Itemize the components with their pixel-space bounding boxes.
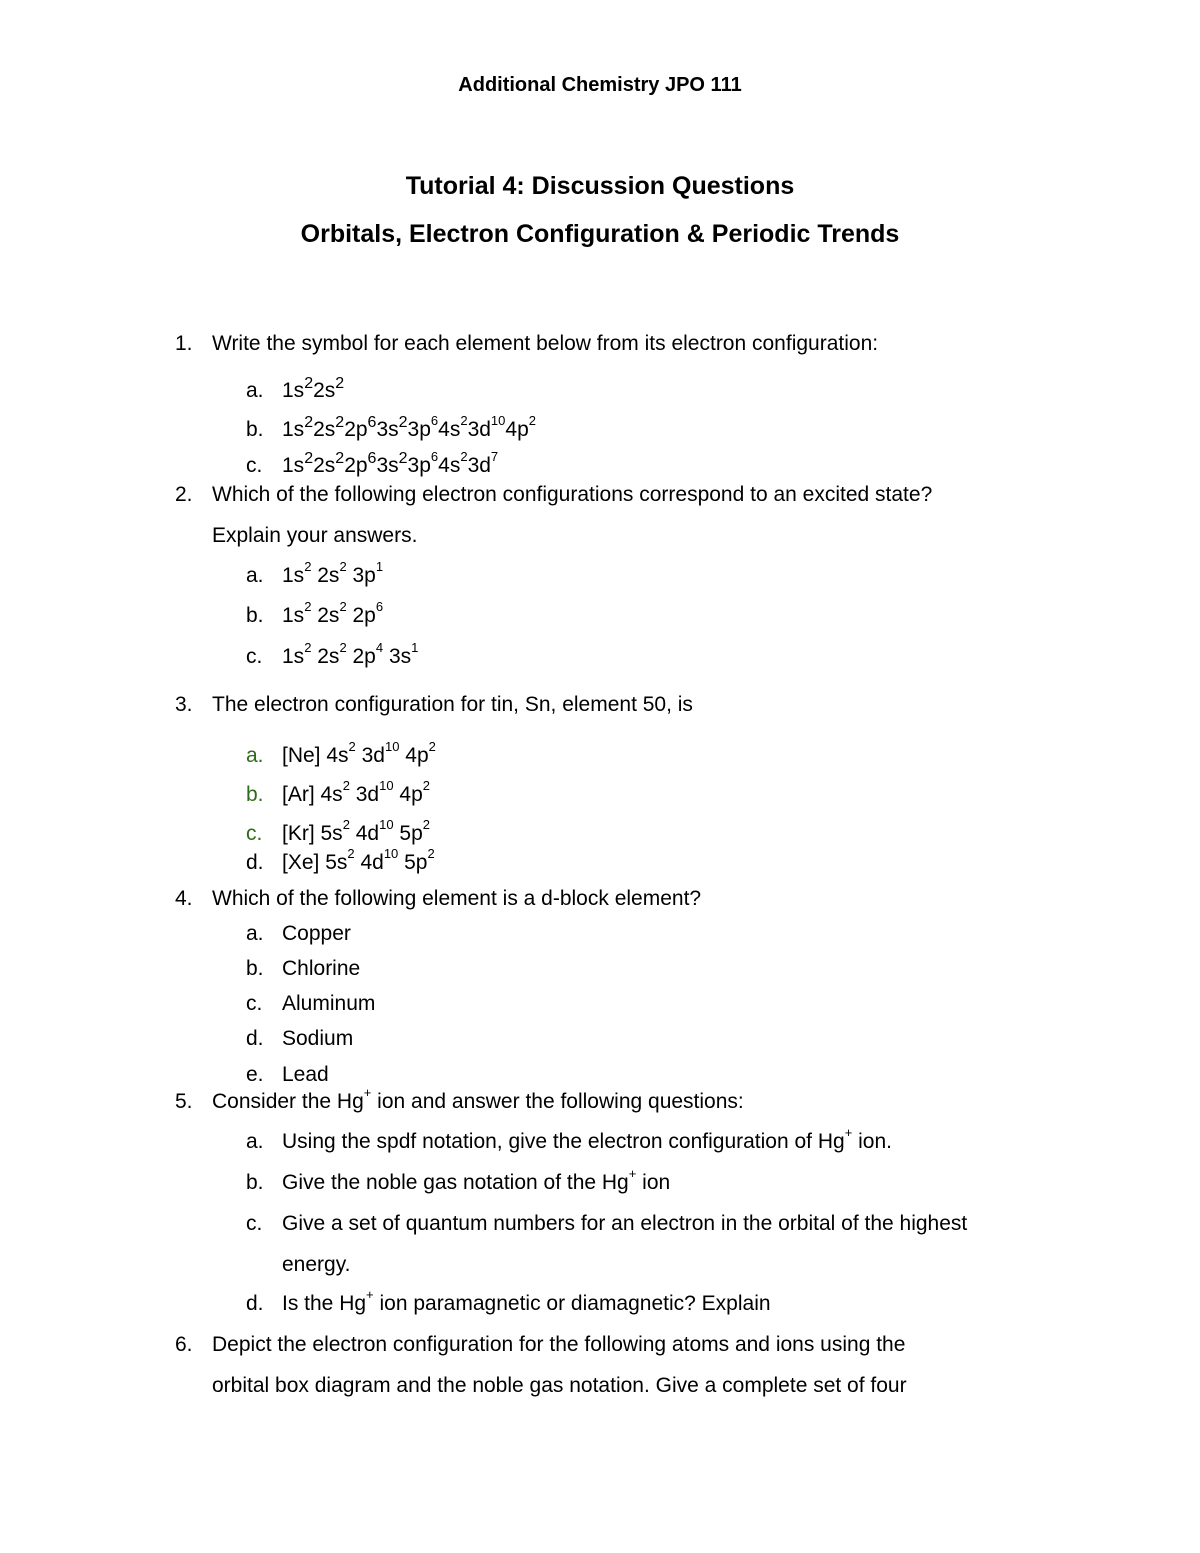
option-letter: c.	[246, 822, 263, 845]
option-letter: b.	[246, 604, 264, 627]
option-letter: c.	[246, 1212, 263, 1235]
option-letter: a.	[246, 564, 264, 587]
config-part: 4d	[354, 851, 384, 874]
config-sup: 2	[422, 817, 431, 832]
option-letter: a.	[246, 744, 264, 767]
option-text: ion paramagnetic or diamagnetic? Explain	[373, 1292, 771, 1315]
option-text: Using the spdf notation, give the electron configuration of Hg	[282, 1130, 845, 1153]
config-part: 3s	[376, 454, 399, 477]
config-part: 2s	[311, 645, 340, 668]
q4-option-e	[246, 1062, 329, 1088]
config-sup: 6	[367, 414, 377, 431]
question-number: 3.	[175, 693, 193, 716]
question-6	[175, 1332, 905, 1358]
config-part: 3p	[407, 454, 431, 477]
option-letter: d.	[246, 851, 264, 874]
option-text: Chlorine	[282, 957, 361, 980]
config-sup: 2	[460, 413, 468, 428]
option-text: Lead	[282, 1063, 329, 1086]
charge-sup: +	[366, 1287, 374, 1302]
config-part: 2s	[311, 564, 340, 587]
option-text: ion.	[852, 1130, 892, 1153]
config-sup: 2	[335, 450, 345, 467]
option-letter: a.	[246, 922, 264, 945]
question-text: Depict the electron configuration for the following atoms and ions using the	[212, 1333, 906, 1356]
config-part: 3d	[467, 418, 491, 441]
config-part: [Kr] 5s	[282, 822, 343, 845]
question-2-continued: Explain your answers.	[212, 524, 418, 547]
config-part: 5p	[393, 822, 423, 845]
q3-option-a	[246, 739, 436, 769]
config-sup: 2	[335, 375, 345, 392]
config-part: 4p	[393, 783, 423, 806]
question-text: Consider the Hg	[212, 1090, 364, 1113]
config-part: 3d	[467, 454, 491, 477]
config-sup: 6	[367, 450, 377, 467]
config-sup: 2	[339, 559, 347, 574]
q5-option-d	[246, 1287, 771, 1317]
question-text: The electron configuration for tin, Sn, element 50, is	[212, 693, 693, 716]
option-letter: a.	[246, 1130, 264, 1153]
config-part: [Ne] 4s	[282, 744, 349, 767]
question-text: Which of the following element is a d-block element?	[212, 887, 702, 910]
q3-option-b	[246, 778, 431, 808]
config-part: 4s	[438, 454, 461, 477]
question-1	[175, 331, 878, 357]
config-sup: 1	[411, 640, 419, 655]
option-letter: c.	[246, 454, 263, 477]
tutorial-subtitle: Orbitals, Electron Configuration & Periodic Trends	[300, 220, 900, 248]
option-text: Give a set of quantum numbers for an electron in the orbital of the highest	[282, 1212, 968, 1235]
document-header: Additional Chemistry JPO 111	[458, 74, 742, 96]
config-sup: 1	[375, 559, 384, 574]
config-sup: 2	[398, 414, 408, 431]
config-sup: 2	[335, 414, 345, 431]
charge-sup: +	[844, 1125, 853, 1140]
config-sup: 2	[348, 739, 356, 754]
q2-option-a	[246, 559, 384, 589]
question-2	[175, 482, 932, 508]
config-sup: 6	[375, 599, 384, 614]
config-sup: 2	[304, 414, 314, 431]
option-text: Sodium	[282, 1027, 354, 1050]
option-text: Is the Hg	[282, 1292, 367, 1315]
tutorial-title: Tutorial 4: Discussion Questions	[405, 172, 795, 200]
config-sup: 2	[347, 846, 355, 861]
config-sup: 10	[379, 778, 394, 793]
option-text: Copper	[282, 922, 351, 945]
option-letter: c.	[246, 992, 263, 1015]
option-letter: b.	[246, 783, 264, 806]
config-part: 2p	[344, 454, 368, 477]
config-part: 2p	[346, 604, 376, 627]
config-sup: 2	[427, 846, 435, 861]
q5-option-c-continued: energy.	[282, 1253, 351, 1276]
config-part: 4p	[399, 744, 429, 767]
config-sup: 10	[384, 739, 400, 754]
q5-option-b	[246, 1166, 671, 1196]
config-part: 2s	[313, 379, 336, 402]
config-part: 3d	[355, 744, 385, 767]
config-part: 1s	[282, 454, 305, 477]
config-sup: 2	[304, 559, 312, 574]
config-part: 3s	[376, 418, 399, 441]
config-sup: 2	[304, 599, 312, 614]
config-part: 4p	[505, 418, 529, 441]
option-text: Give the noble gas notation of the Hg	[282, 1171, 629, 1194]
question-text: Which of the following electron configurations correspond to an excited state?	[212, 483, 933, 506]
question-4	[175, 886, 701, 912]
question-number: 1.	[175, 332, 193, 355]
config-part: 1s	[282, 379, 305, 402]
question-text: Write the symbol for each element below from its electron configuration:	[212, 332, 879, 355]
config-sup: 2	[304, 450, 314, 467]
config-sup: 2	[339, 640, 347, 655]
question-5	[175, 1085, 744, 1115]
q4-option-c	[246, 991, 375, 1017]
config-part: 3s	[383, 645, 412, 668]
q5-option-a	[246, 1125, 892, 1155]
config-part: 2s	[313, 418, 336, 441]
option-letter: d.	[246, 1292, 264, 1315]
question-text: ion and answer the following questions:	[371, 1090, 744, 1113]
config-sup: 2	[304, 375, 314, 392]
charge-sup: +	[628, 1166, 637, 1181]
question-3	[175, 692, 693, 718]
config-part: 2p	[344, 418, 368, 441]
question-number: 5.	[175, 1090, 193, 1113]
config-part: 3p	[407, 418, 431, 441]
q1-option-a	[246, 375, 345, 404]
option-text: ion	[636, 1171, 671, 1194]
q5-option-c	[246, 1211, 967, 1237]
option-letter: b.	[246, 957, 264, 980]
option-text: Aluminum	[282, 992, 376, 1015]
question-number: 4.	[175, 887, 193, 910]
config-part: 1s	[282, 418, 305, 441]
config-sup: 2	[422, 778, 431, 793]
config-sup: 2	[428, 739, 436, 754]
config-sup: 6	[430, 413, 439, 428]
config-part: [Xe] 5s	[282, 851, 348, 874]
config-sup: 2	[342, 817, 350, 832]
config-part: 1s	[282, 604, 305, 627]
config-sup: 2	[398, 450, 408, 467]
question-number: 6.	[175, 1333, 193, 1356]
config-sup: 4	[375, 640, 384, 655]
config-sup: 2	[460, 449, 468, 464]
config-part: 5p	[398, 851, 428, 874]
option-letter: b.	[246, 1171, 264, 1194]
q2-option-b	[246, 599, 384, 629]
config-part: 1s	[282, 564, 305, 587]
config-sup: 2	[528, 413, 536, 428]
config-part: 3d	[349, 783, 380, 806]
config-sup: 10	[490, 413, 506, 428]
config-part: 2s	[313, 454, 336, 477]
question-6-continued: orbital box diagram and the noble gas notation. Give a complete set of four	[212, 1374, 907, 1397]
charge-sup: +	[363, 1085, 372, 1100]
q4-option-d	[246, 1026, 353, 1052]
config-part: 4s	[438, 418, 461, 441]
config-sup: 2	[342, 778, 350, 793]
config-sup: 7	[490, 449, 499, 464]
config-part: 1s	[282, 645, 305, 668]
option-letter: d.	[246, 1027, 264, 1050]
q4-option-a	[246, 921, 351, 947]
config-part: 2p	[346, 645, 376, 668]
config-sup: 6	[430, 449, 439, 464]
config-sup: 10	[379, 817, 394, 832]
question-number: 2.	[175, 483, 193, 506]
q1-option-c	[246, 449, 499, 479]
q3-option-d	[246, 846, 435, 876]
q3-option-c	[246, 817, 431, 847]
option-letter: e.	[246, 1063, 264, 1086]
config-sup: 10	[383, 846, 399, 861]
q4-option-b	[246, 956, 360, 982]
config-part: 3p	[346, 564, 376, 587]
config-part: 4d	[349, 822, 380, 845]
option-letter: a.	[246, 379, 264, 402]
config-sup: 2	[339, 599, 347, 614]
config-part: 2s	[311, 604, 340, 627]
q2-option-c	[246, 640, 419, 670]
config-part: [Ar] 4s	[282, 783, 343, 806]
q1-option-b	[246, 413, 536, 443]
config-sup: 2	[304, 640, 312, 655]
option-letter: b.	[246, 418, 264, 441]
option-letter: c.	[246, 645, 263, 668]
